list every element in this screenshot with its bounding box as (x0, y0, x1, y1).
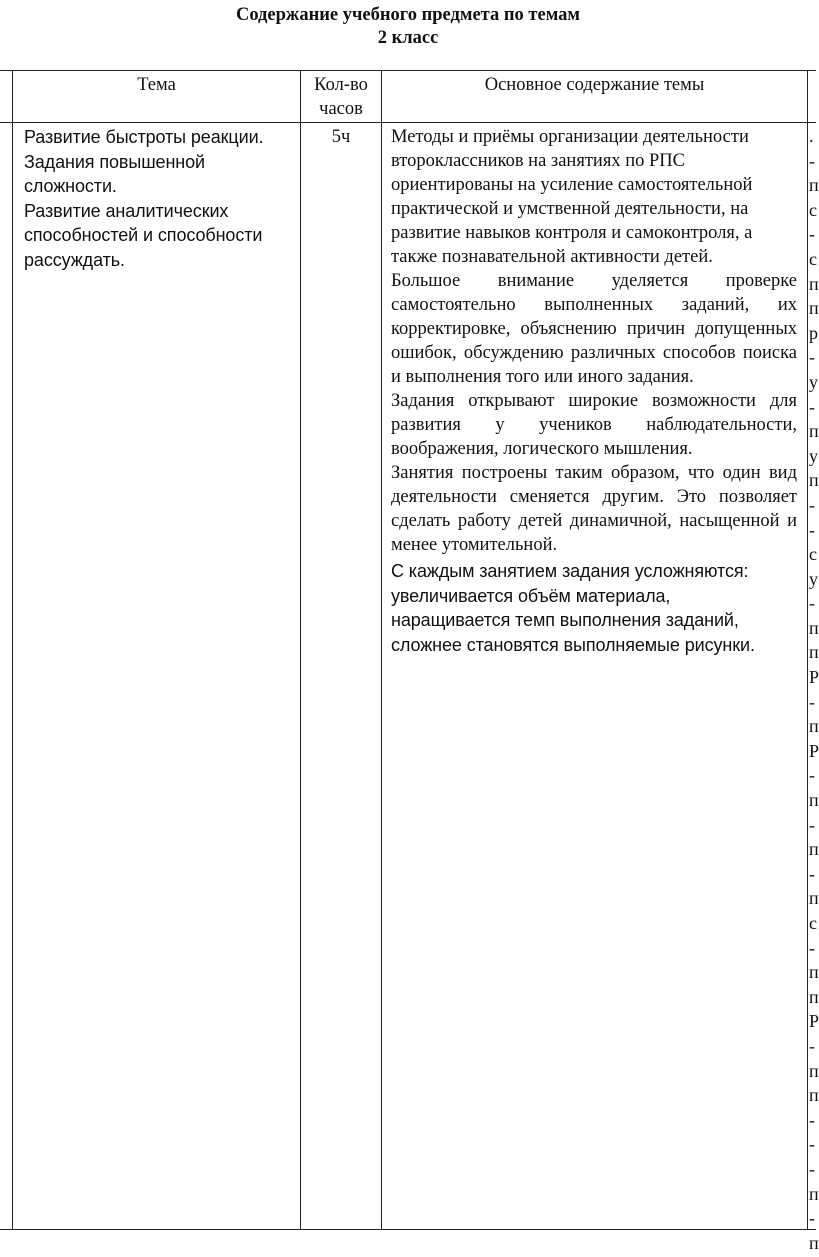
clipped-char: п (809, 642, 819, 663)
header-content: Основное содержание темы (484, 75, 705, 95)
clipped-char: Р (809, 667, 819, 688)
table-left-border (12, 70, 13, 1230)
clipped-char: - (809, 494, 815, 515)
topic-line: Развитие аналитических (24, 200, 229, 221)
clipped-char: - (809, 593, 815, 614)
clipped-char: п (809, 986, 819, 1007)
content-sans-line: наращивается темп выполнения заданий, (391, 610, 739, 630)
content-sans-line: сложнее становятся выполняемые рисунки. (391, 634, 755, 655)
hours-cell: 5ч (331, 127, 351, 147)
clipped-char: п (809, 839, 819, 860)
clipped-char: п (809, 790, 819, 811)
clipped-column-text (809, 124, 819, 1253)
clipped-char: - (809, 863, 815, 884)
clipped-char: - (809, 1158, 815, 1179)
topic-line: рассуждать. (24, 249, 125, 270)
clipped-char: п (809, 888, 819, 909)
clipped-char: у (809, 445, 818, 466)
content-cell (391, 125, 797, 657)
clipped-char: - (809, 347, 815, 368)
topic-line: сложности. (24, 176, 117, 196)
clipped-char: п (809, 716, 819, 737)
header-hours-line-2: часов (319, 99, 363, 119)
clipped-char: п (809, 421, 819, 442)
clipped-char: с (809, 544, 817, 565)
clipped-char: . (809, 126, 814, 146)
clipped-char: п (809, 1183, 819, 1204)
content-sans-line: увеличивается объём материала, (391, 585, 671, 606)
page-title (0, 4, 816, 50)
clipped-char: Р (809, 740, 819, 761)
topic-cell (24, 125, 296, 272)
clipped-char: п (809, 962, 819, 983)
clipped-char: п (809, 175, 819, 196)
col-divider-3 (807, 70, 808, 1230)
clipped-char: - (809, 1208, 815, 1229)
clipped-char: - (809, 519, 815, 540)
clipped-char: - (809, 937, 815, 958)
content-sans-line: С каждым занятием задания усложняются: (391, 561, 749, 581)
clipped-char: - (809, 691, 815, 712)
col-divider-2 (381, 70, 382, 1230)
clipped-char: - (809, 814, 815, 835)
clipped-char: с (809, 199, 817, 220)
clipped-char: - (809, 1035, 815, 1056)
table-bottom-border (0, 1229, 816, 1230)
clipped-char: - (809, 150, 815, 171)
clipped-char: - (809, 765, 815, 786)
content-paragraph: Задания открывают широкие возможности для развития у учеников наблюдательности, воображения, логического мышления. (391, 391, 797, 459)
topic-line: Развитие быстроты реакции. (24, 127, 264, 147)
clipped-char: р (809, 322, 818, 343)
header-topic: Тема (137, 75, 176, 95)
header-hours (301, 73, 381, 121)
clipped-char: п (809, 1085, 819, 1106)
clipped-char: - (809, 1134, 815, 1155)
title-line-1: Содержание учебного предмета по темам (235, 5, 581, 25)
clipped-char: п (809, 617, 819, 638)
title-line-2: 2 класс (377, 28, 439, 48)
content-paragraph: Методы и приёмы организации деятельности второклассников на занятиях по РПС ориентированы на усиление самостоятельной практической и умственной деятельности, на развитие навыков контроля и самоконтроля, а также познавательной активности детей. (391, 127, 753, 267)
table-top-border (0, 70, 816, 71)
topic-line: способностей и способности (24, 225, 263, 245)
clipped-char: Р (809, 1011, 819, 1032)
clipped-char: с (809, 248, 817, 269)
clipped-char: - (809, 1109, 815, 1130)
header-hours-line-1: Кол-во (314, 75, 368, 95)
clipped-char: - (809, 224, 815, 245)
content-paragraph: Занятия построены таким образом, что один вид деятельности сменяется другим. Это позволяет сделать работу детей динамичной, насыщенной и менее утомительной. (391, 463, 797, 555)
header-bottom-border (0, 122, 816, 123)
clipped-char: п (809, 1060, 819, 1081)
clipped-char: с (809, 913, 817, 933)
col-divider-1 (300, 70, 301, 1230)
clipped-char: у (809, 371, 818, 392)
clipped-char: п (809, 298, 819, 319)
clipped-char: у (809, 568, 818, 589)
clipped-char: п (809, 470, 819, 491)
content-paragraph: Большое внимание уделяется проверке самостоятельно выполненных заданий, их корректировке, объяснению причин допущенных ошибок, обсуждению различных способов поиска и выполнения того или иного задания. (391, 271, 797, 387)
clipped-char: п (809, 273, 819, 294)
clipped-char: - (809, 396, 815, 417)
content-sans-block (391, 559, 797, 657)
clipped-char: п (809, 1232, 819, 1253)
topic-line: Задания повышенной (24, 151, 205, 172)
